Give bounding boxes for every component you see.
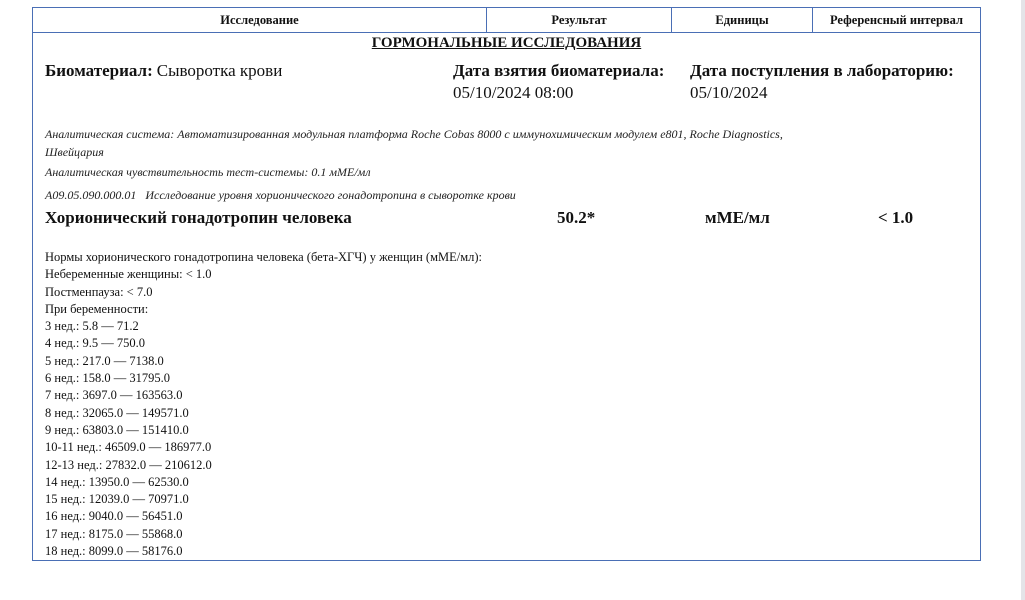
receipt-date-label: Дата поступления в лабораторию:	[690, 61, 954, 80]
test-code: A09.05.090.000.01 Исследование уровня хорионического гонадотропина в сыворотке крови	[45, 188, 516, 202]
collect-date-label: Дата взятия биоматериала:	[453, 61, 665, 80]
test-name: Хорионический гонадотропин человека	[45, 208, 352, 227]
norm-line: 10-11 нед.: 46509.0 — 186977.0	[45, 440, 212, 455]
norm-line: Постменпауза: < 7.0	[45, 284, 153, 299]
receipt-date-value: 05/10/2024	[690, 83, 768, 102]
norm-line: 15 нед.: 12039.0 — 70971.0	[45, 492, 189, 507]
norm-line: 5 нед.: 217.0 — 7138.0	[45, 353, 164, 368]
lab-report	[32, 7, 981, 561]
norm-line: При беременности:	[45, 301, 149, 316]
norm-line: 8 нед.: 32065.0 — 149571.0	[45, 405, 189, 420]
norms-list	[45, 249, 482, 560]
norm-line: Небеременные женщины: < 1.0	[45, 267, 212, 282]
norm-line: 9 нед.: 63803.0 — 151410.0	[45, 422, 189, 437]
sensitivity: Аналитическая чувствительность тест-системы: 0.1 мМЕ/мл	[45, 165, 371, 179]
norm-line: 12-13 нед.: 27832.0 — 210612.0	[45, 457, 212, 472]
norm-line: 18 нед.: 8099.0 — 58176.0	[45, 544, 183, 559]
col-header-result: Результат	[487, 8, 672, 32]
norm-line: 17 нед.: 8175.0 — 55868.0	[45, 526, 183, 541]
collect-date-value: 05/10/2024 08:00	[453, 83, 574, 102]
test-result: 50.2*	[557, 208, 596, 227]
test-units: мМЕ/мл	[705, 208, 770, 227]
norm-line: 7 нед.: 3697.0 — 163563.0	[45, 388, 183, 403]
page-edge	[1021, 0, 1025, 600]
norm-line: 6 нед.: 158.0 — 31795.0	[45, 371, 171, 386]
norm-line: 4 нед.: 9.5 — 750.0	[45, 336, 146, 351]
test-reference: < 1.0	[878, 208, 914, 227]
norm-line: 3 нед.: 5.8 — 71.2	[45, 319, 139, 334]
analytic-system-line2: Швейцария	[45, 145, 104, 159]
col-header-study: Исследование	[33, 8, 487, 32]
table-header	[33, 8, 980, 33]
biomaterial-value: Сыворотка крови	[156, 61, 283, 80]
col-header-reference: Референсный интервал	[829, 13, 964, 27]
norm-line: 16 нед.: 9040.0 — 56451.0	[45, 509, 183, 524]
biomaterial	[45, 61, 282, 81]
analytic-system-line1: Аналитическая система: Автоматизированная модульная платформа Roche Cobas 8000 с иммунохимическим модулем e801, Roche Diagnostics,	[45, 127, 783, 141]
section-title: ГОРМОНАЛЬНЫЕ ИССЛЕДОВАНИЯ	[371, 35, 642, 51]
biomaterial-label: Биоматериал:	[45, 61, 153, 80]
col-header-units: Единицы	[672, 8, 813, 32]
norm-line: Нормы хорионического гонадотропина человека (бета-ХГЧ) у женщин (мМЕ/мл):	[45, 250, 482, 264]
norm-line: 14 нед.: 13950.0 — 62530.0	[45, 474, 189, 489]
